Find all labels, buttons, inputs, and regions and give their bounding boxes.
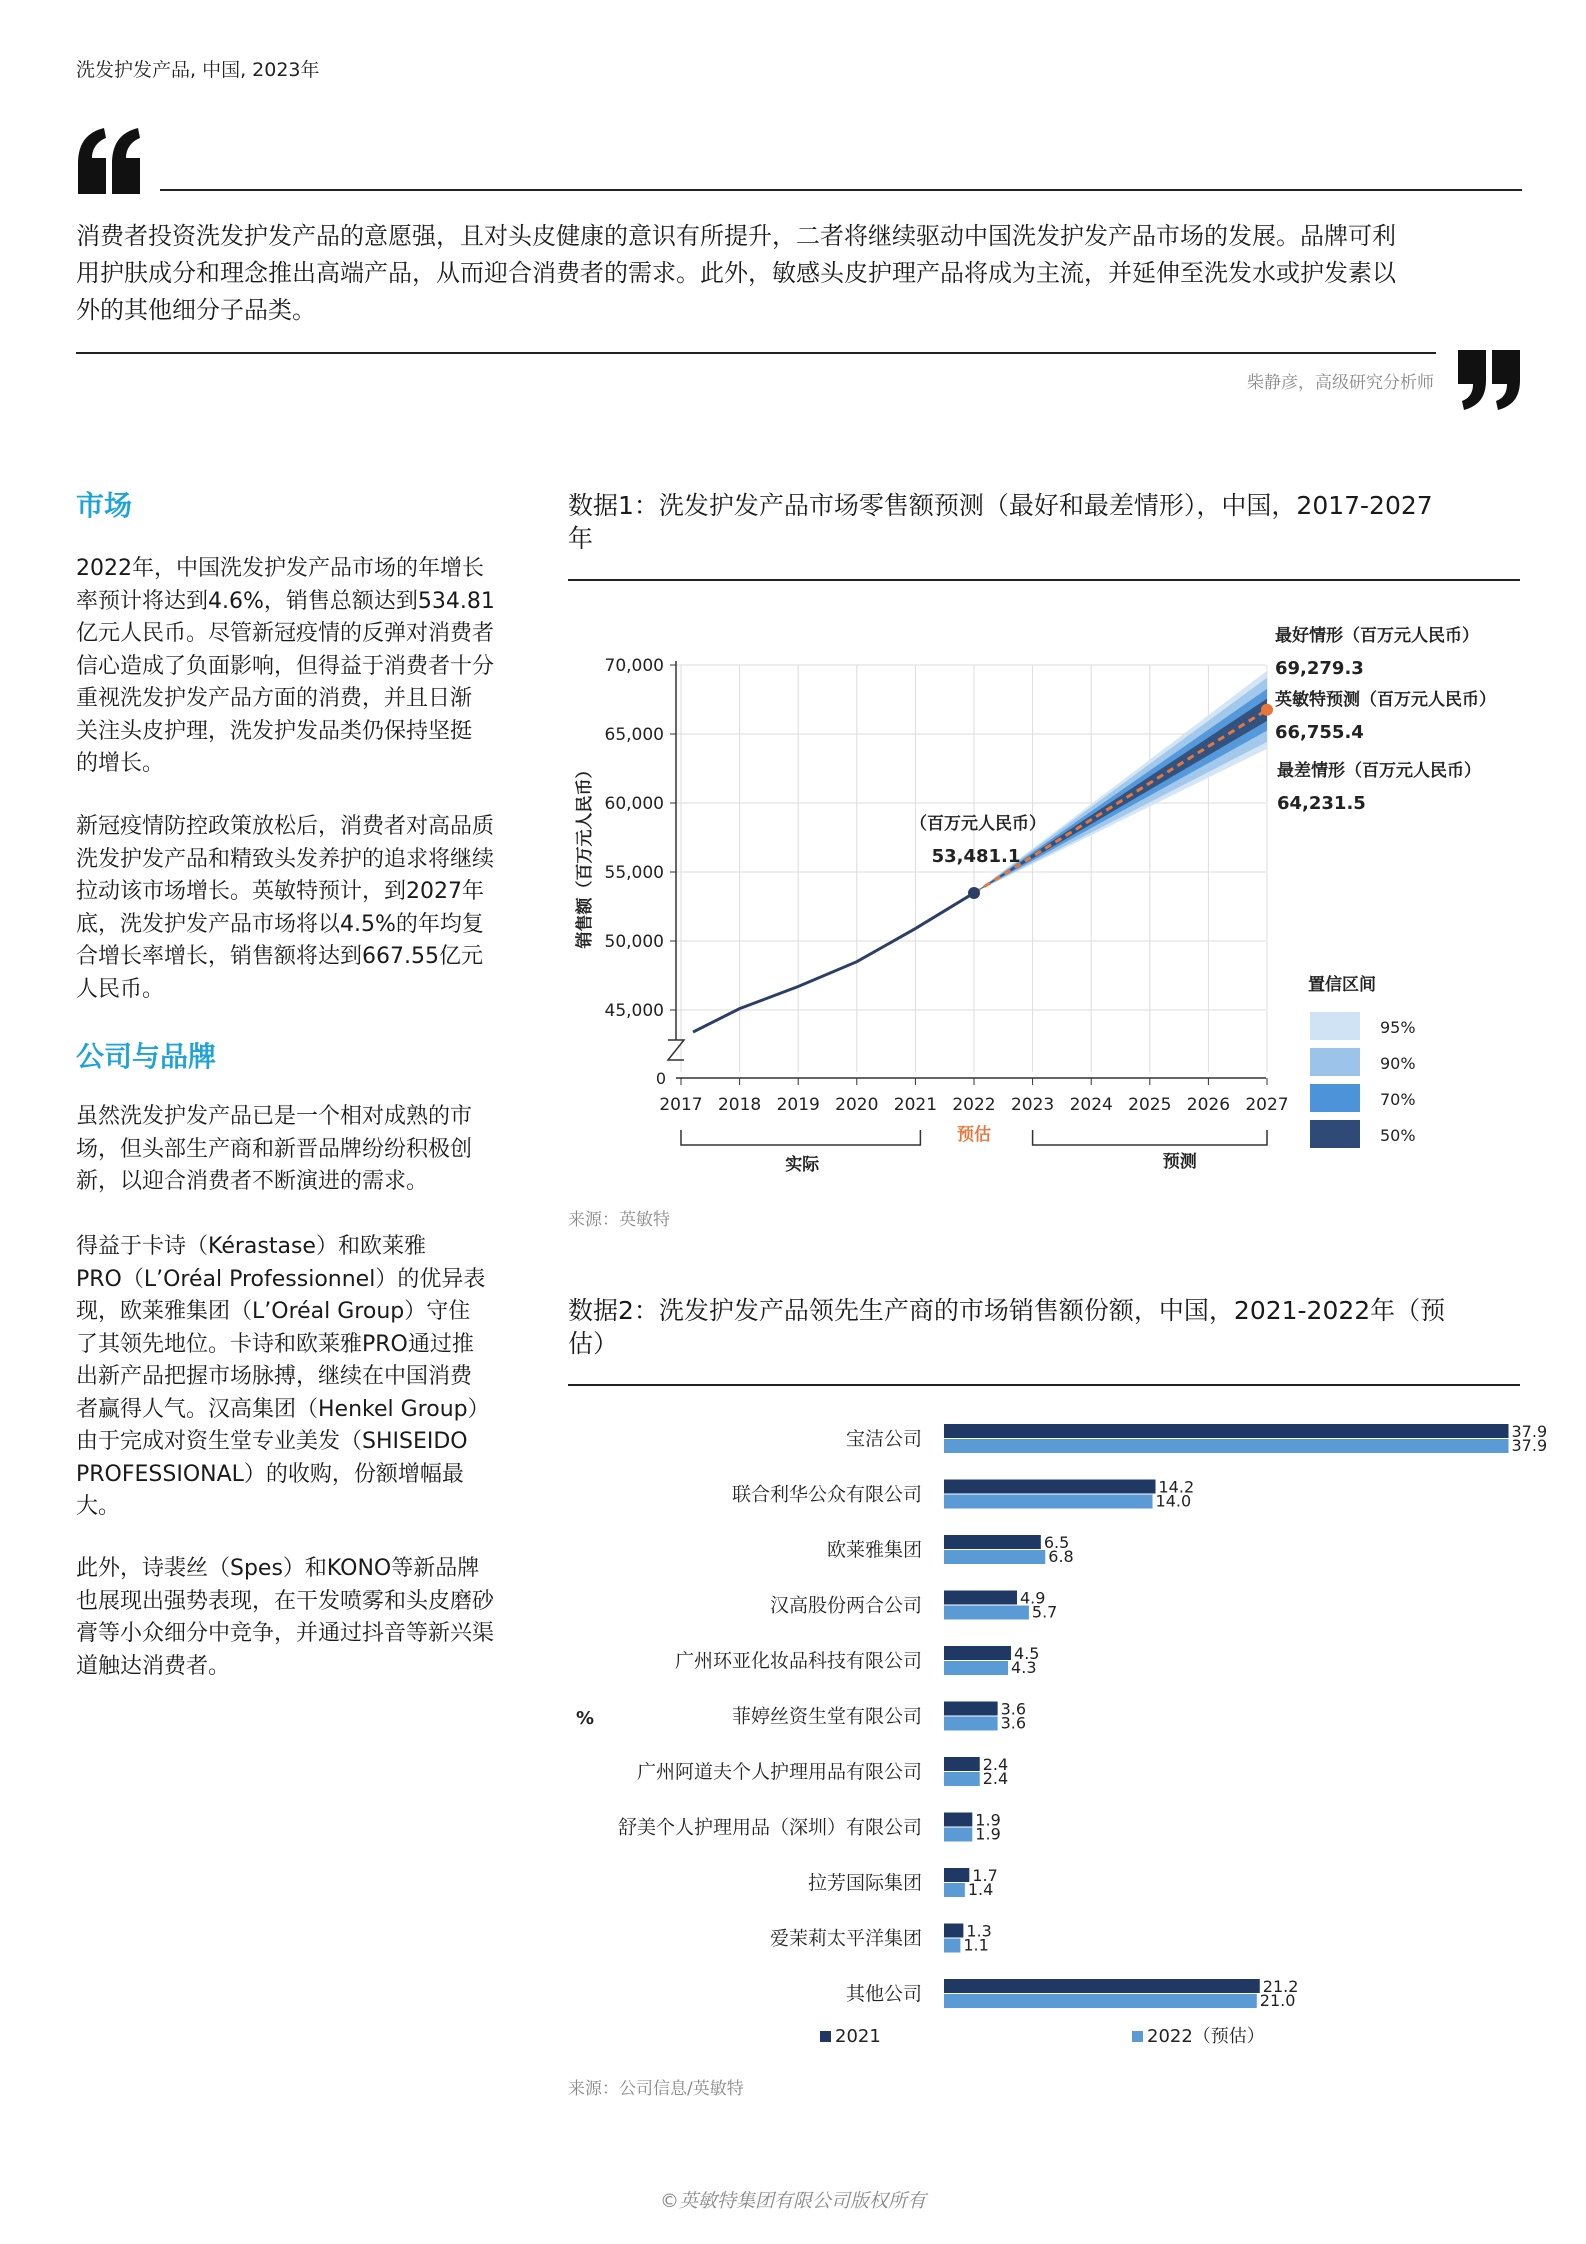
chart1-y-axis-label: 销售额（百万元人民币） [575,761,595,949]
chart2-bar-2022 [944,1939,960,1953]
chart1-y-tick-label: 65,000 [604,725,664,745]
chart2-value-label-2022: 14.0 [1155,1491,1192,1511]
chart1-best-value: 69,279.3 [1275,658,1364,679]
chart2-category-label: 其他公司 [845,1983,922,2005]
chart2-legend-label-2022: 2022（预估） [1147,2026,1265,2047]
chart2-value-label-2022: 4.3 [1011,1658,1037,1677]
chart1-actual-bracket [681,1130,920,1145]
chart1-legend-title: 置信区间 [1308,975,1376,995]
text-line: 亿元人民币。尽管新冠疫情的反弹对消费者 [76,621,495,646]
fig2-rule [568,1384,1520,1386]
text-line: 者赢得人气。汉高集团（Henkel Group） [76,1396,490,1422]
text-line: 新冠疫情防控政策放松后，消费者对高品质 [76,814,495,839]
company-heading: 公司与品牌 [76,1040,217,1073]
fig2-title-line: 估） [568,1329,619,1358]
chart1-y-tick-label: 50,000 [604,932,664,952]
chart2-category-label: 爱茉莉太平洋集团 [769,1927,922,1950]
text-line: 关注头皮护理，洗发护发品类仍保持坚挺 [76,718,473,744]
chart1-legend-swatch [1310,1120,1360,1148]
chart2-category-label: 舒美个人护理用品（深圳）有限公司 [617,1816,922,1839]
open-quote-icon [74,128,144,194]
company-para-3 [76,1553,546,1683]
chart1-actual-label: 实际 [785,1155,820,1175]
text-line: 的增长。 [76,751,165,776]
chart2-category-label: 拉芳国际集团 [807,1872,922,1894]
chart2-bar-2021 [944,1424,1509,1438]
chart1-legend-swatch [1310,1084,1360,1112]
chart1-legend-swatch [1310,1012,1360,1040]
chart2-category-label: 广州环亚化妆品科技有限公司 [674,1650,922,1672]
chart1-forecast-value: 66,755.4 [1275,722,1364,743]
running-header: 洗发护发产品, 中国, 2023年 [76,59,320,81]
chart2-value-label-2021: 3.6 [1000,1699,1027,1719]
fig1-title-line: 年 [568,524,594,553]
chart2-bar-2021 [944,1591,1017,1605]
chart1-forecast-bracket [1033,1130,1267,1145]
fig1-rule [568,579,1520,581]
chart1-forecast-label: 英敏特预测（百万元人民币） [1275,690,1496,710]
text-line: 由于完成对资生堂专业美发（SHISEIDO [76,1429,468,1454]
chart2-value-label-2021: 14.2 [1158,1477,1195,1497]
chart1-legend [1308,974,1416,1148]
chart2-category-label: 联合利华公众有限公司 [731,1483,922,1506]
chart2-legend-label-2021: 2021 [835,2026,881,2047]
chart2-value-label-2022: 5.7 [1031,1602,1058,1622]
text-line: 出新产品把握市场脉搏，继续在中国消费 [76,1364,473,1389]
quote-line: 用护肤成分和理念推出高端产品，从而迎合消费者的需求。此外，敏感头皮护理产品将成为主流，并延伸至洗发水或护发素以 [76,259,1396,287]
chart2-value-label-2021: 21.2 [1262,1977,1299,1996]
quote-line: 外的其他细分子品类。 [76,296,316,324]
text-line: 重视洗发护发产品方面的消费，并且日渐 [76,686,473,711]
quote-bottom-rule [76,352,1436,354]
fig1-title-line: 数据1：洗发护发产品市场零售额预测（最好和最差情形），中国，2017-2027 [568,491,1433,520]
text-line: 场，但头部生产商和新晋品牌纷纷积极创 [76,1136,473,1162]
chart2-bar-2022 [944,1828,972,1842]
close-quote-icon [1458,350,1522,410]
chart1-y-tick-label: 45,000 [604,1001,664,1021]
chart1-legend-swatch [1310,1048,1360,1076]
text-line: 新，以迎合消费者不断演进的需求。 [76,1169,429,1194]
chart2-value-label-2022: 3.6 [1000,1713,1027,1733]
chart1-y-tick-label: 70,000 [604,656,664,676]
company-para-2-text [76,1231,546,1524]
chart2-bar-2022 [944,1550,1045,1564]
fig2-title-line: 数据2：洗发护发产品领先生产商的市场销售额份额，中国，2021-2022年（预 [568,1296,1446,1325]
chart2-value-label-2022: 1.1 [963,1935,989,1955]
chart1-forecast-period-label: 预测 [1162,1152,1197,1172]
fig2-title [568,1294,1518,1360]
chart1-best-label: 最好情形（百万元人民币） [1275,626,1479,646]
market-para-1-text [76,553,546,781]
chart2-bar-2022 [944,1606,1029,1620]
chart1-legend-label: 50% [1380,1126,1416,1145]
chart1-x-tick-label: 2021 [893,1095,938,1115]
text-line: 大。 [76,1494,121,1519]
chart2-bar-2022 [944,1994,1257,2008]
text-line: 2022年，中国洗发护发产品市场的年增长 [76,556,484,581]
chart2-category-label: 欧莱雅集团 [826,1539,922,1561]
chart2-value-label-2022: 6.8 [1048,1547,1074,1566]
text-line: 膏等小众细分中竞争，并通过抖音等新兴渠 [76,1621,495,1646]
quote-text [76,218,1526,329]
chart2-bar-2021 [944,1757,980,1771]
chart2-category-label: 广州阿道夫个人护理用品有限公司 [636,1761,922,1783]
chart2-value-label-2021: 1.7 [972,1866,998,1885]
chart1-x-tick-label: 2020 [835,1095,879,1115]
company-para-2 [76,1231,546,1524]
chart1-x-tick-label: 2019 [776,1095,820,1115]
chart2-bar-2021 [944,1868,969,1882]
text-line: 现，欧莱雅集团（L’Oréal Group）守住 [76,1299,471,1324]
chart2-value-label-2021: 2.4 [982,1755,1009,1774]
chart1-x-tick-label: 2027 [1245,1095,1289,1115]
chart2-bar-2022 [944,1439,1509,1453]
chart2-bar-2021 [944,1480,1156,1494]
chart1-point-value: 53,481.1 [931,846,1021,867]
chart2-bar-2021 [944,1813,972,1827]
chart2-legend-swatch-2021 [820,2031,831,2042]
chart1-forecast-endpoint [1261,704,1273,716]
chart1-axes [605,656,1289,1115]
chart2-bar-2022 [944,1772,980,1786]
chart1-x-tick-label: 2022 [952,1095,996,1115]
text-line: PRO（L’Oréal Professionnel）的优异表 [76,1266,486,1292]
chart2-bar-2022 [944,1495,1153,1509]
share-bar-chart [568,1400,1548,2060]
chart2-legend-swatch-2022 [1132,2031,1143,2042]
chart1-axis-break [668,1040,684,1060]
text-line: 合增长率增长，销售额将达到667.55亿元 [76,944,483,969]
chart2-value-label-2021: 37.9 [1511,1422,1548,1441]
text-line: 信心造成了负面影响，但得益于消费者十分 [76,653,495,679]
chart1-worst-label: 最差情形（百万元人民币） [1277,761,1481,781]
text-line: PROFESSIONAL）的收购，份额增幅最 [76,1461,464,1487]
chart1-y-zero-label: 0 [655,1069,666,1088]
chart2-category-label: 菲婷丝资生堂有限公司 [731,1705,922,1728]
chart1-point-caption: （百万元人民币） [910,814,1046,834]
text-line: 洗发护发产品和精致头发养护的追求将继续 [76,846,495,872]
fig1-source: 来源：英敏特 [568,1210,670,1230]
chart2-value-label-2022: 37.9 [1511,1436,1548,1455]
text-line: 了其领先地位。卡诗和欧莱雅PRO通过推 [76,1331,474,1357]
chart1-gridlines [676,665,1267,1072]
fig2-source: 来源：公司信息/英敏特 [568,2079,744,2099]
chart2-value-label-2021: 6.5 [1043,1533,1070,1552]
text-line: 拉动该市场增长。英敏特预计，到2027年 [76,879,484,904]
chart1-legend-label: 90% [1380,1054,1416,1073]
text-line: 道触达消费者。 [76,1653,231,1679]
quote-line: 消费者投资洗发护发产品的意愿强，且对头皮健康的意识有所提升，二者将继续驱动中国洗发护发产品市场的发展。品牌可利 [76,222,1396,250]
chart1-x-tick-label: 2023 [1010,1095,1055,1115]
text-line: 底，洗发护发产品市场将以4.5%的年均复 [76,911,484,937]
chart2-value-label-2022: 21.0 [1259,1991,1296,2010]
chart2-bar-2022 [944,1661,1008,1675]
chart1-legend-label: 70% [1380,1090,1416,1109]
chart2-bar-2021 [944,1535,1041,1549]
chart2-legend [820,2026,1265,2047]
chart2-value-label-2021: 4.9 [1019,1588,1046,1608]
company-para-1-text [76,1101,546,1199]
chart2-bar-2021 [944,1979,1260,1993]
chart2-bar-2021 [944,1924,963,1938]
chart2-value-label-2022: 1.9 [975,1824,1001,1844]
text-line: 人民币。 [76,976,165,1002]
company-para-1 [76,1101,546,1199]
chart1-worst-value: 64,231.5 [1277,793,1366,814]
chart1-period-brackets [681,1124,1267,1175]
market-heading: 市场 [76,489,133,522]
chart2-bar-2021 [944,1702,998,1716]
text-line: 也展现出强势表现，在干发喷雾和头皮磨砂 [76,1588,495,1614]
company-para-3-text [76,1553,546,1683]
text-line: 此外，诗裴丝（Spes）和KONO等新品牌 [76,1556,480,1581]
chart1-y-tick-label: 60,000 [604,794,664,814]
chart2-value-label-2021: 1.9 [975,1810,1001,1830]
chart1-actual-line [693,893,974,1032]
chart1-estimate-label: 预估 [957,1125,991,1145]
quote-author: 柴静彦，高级研究分析师 [1247,373,1434,393]
market-para-2-text [76,811,546,1006]
chart2-value-label-2022: 2.4 [982,1769,1009,1788]
text-line: 虽然洗发护发产品已是一个相对成熟的市 [76,1104,473,1129]
chart2-category-label: 宝洁公司 [845,1428,922,1450]
chart2-bar-2021 [944,1646,1011,1660]
chart2-value-label-2021: 4.5 [1014,1644,1040,1663]
chart1-actual-endpoint [968,887,980,899]
footer-copyright: ©英敏特集团有限公司版权所有 [659,2190,926,2212]
chart2-value-label-2022: 1.4 [967,1880,994,1899]
fig1-title [568,489,1518,555]
chart1-x-tick-label: 2024 [1069,1095,1113,1115]
quote-top-rule [160,189,1522,191]
chart1-x-tick-label: 2018 [717,1095,762,1115]
chart2-bar-2022 [944,1883,965,1897]
chart1-x-tick-label: 2017 [659,1095,703,1115]
text-line: 率预计将达到4.6%，销售总额达到534.81 [76,588,495,614]
text-line: 得益于卡诗（Kérastase）和欧莱雅 [76,1234,426,1259]
chart1-y-tick-label: 55,000 [604,863,664,883]
chart2-value-label-2021: 1.3 [966,1921,992,1941]
chart2-category-label: 汉高股份两合公司 [769,1594,922,1617]
market-para-2 [76,811,546,1006]
chart2-unit-label: % [576,1708,595,1729]
chart1-x-tick-label: 2025 [1128,1095,1172,1115]
chart1-legend-label: 95% [1380,1018,1416,1037]
chart2-bars [618,1422,1547,2010]
chart2-bar-2022 [944,1717,998,1731]
forecast-line-chart [568,600,1528,1180]
market-para-1 [76,553,546,781]
chart1-x-tick-label: 2026 [1186,1095,1231,1115]
